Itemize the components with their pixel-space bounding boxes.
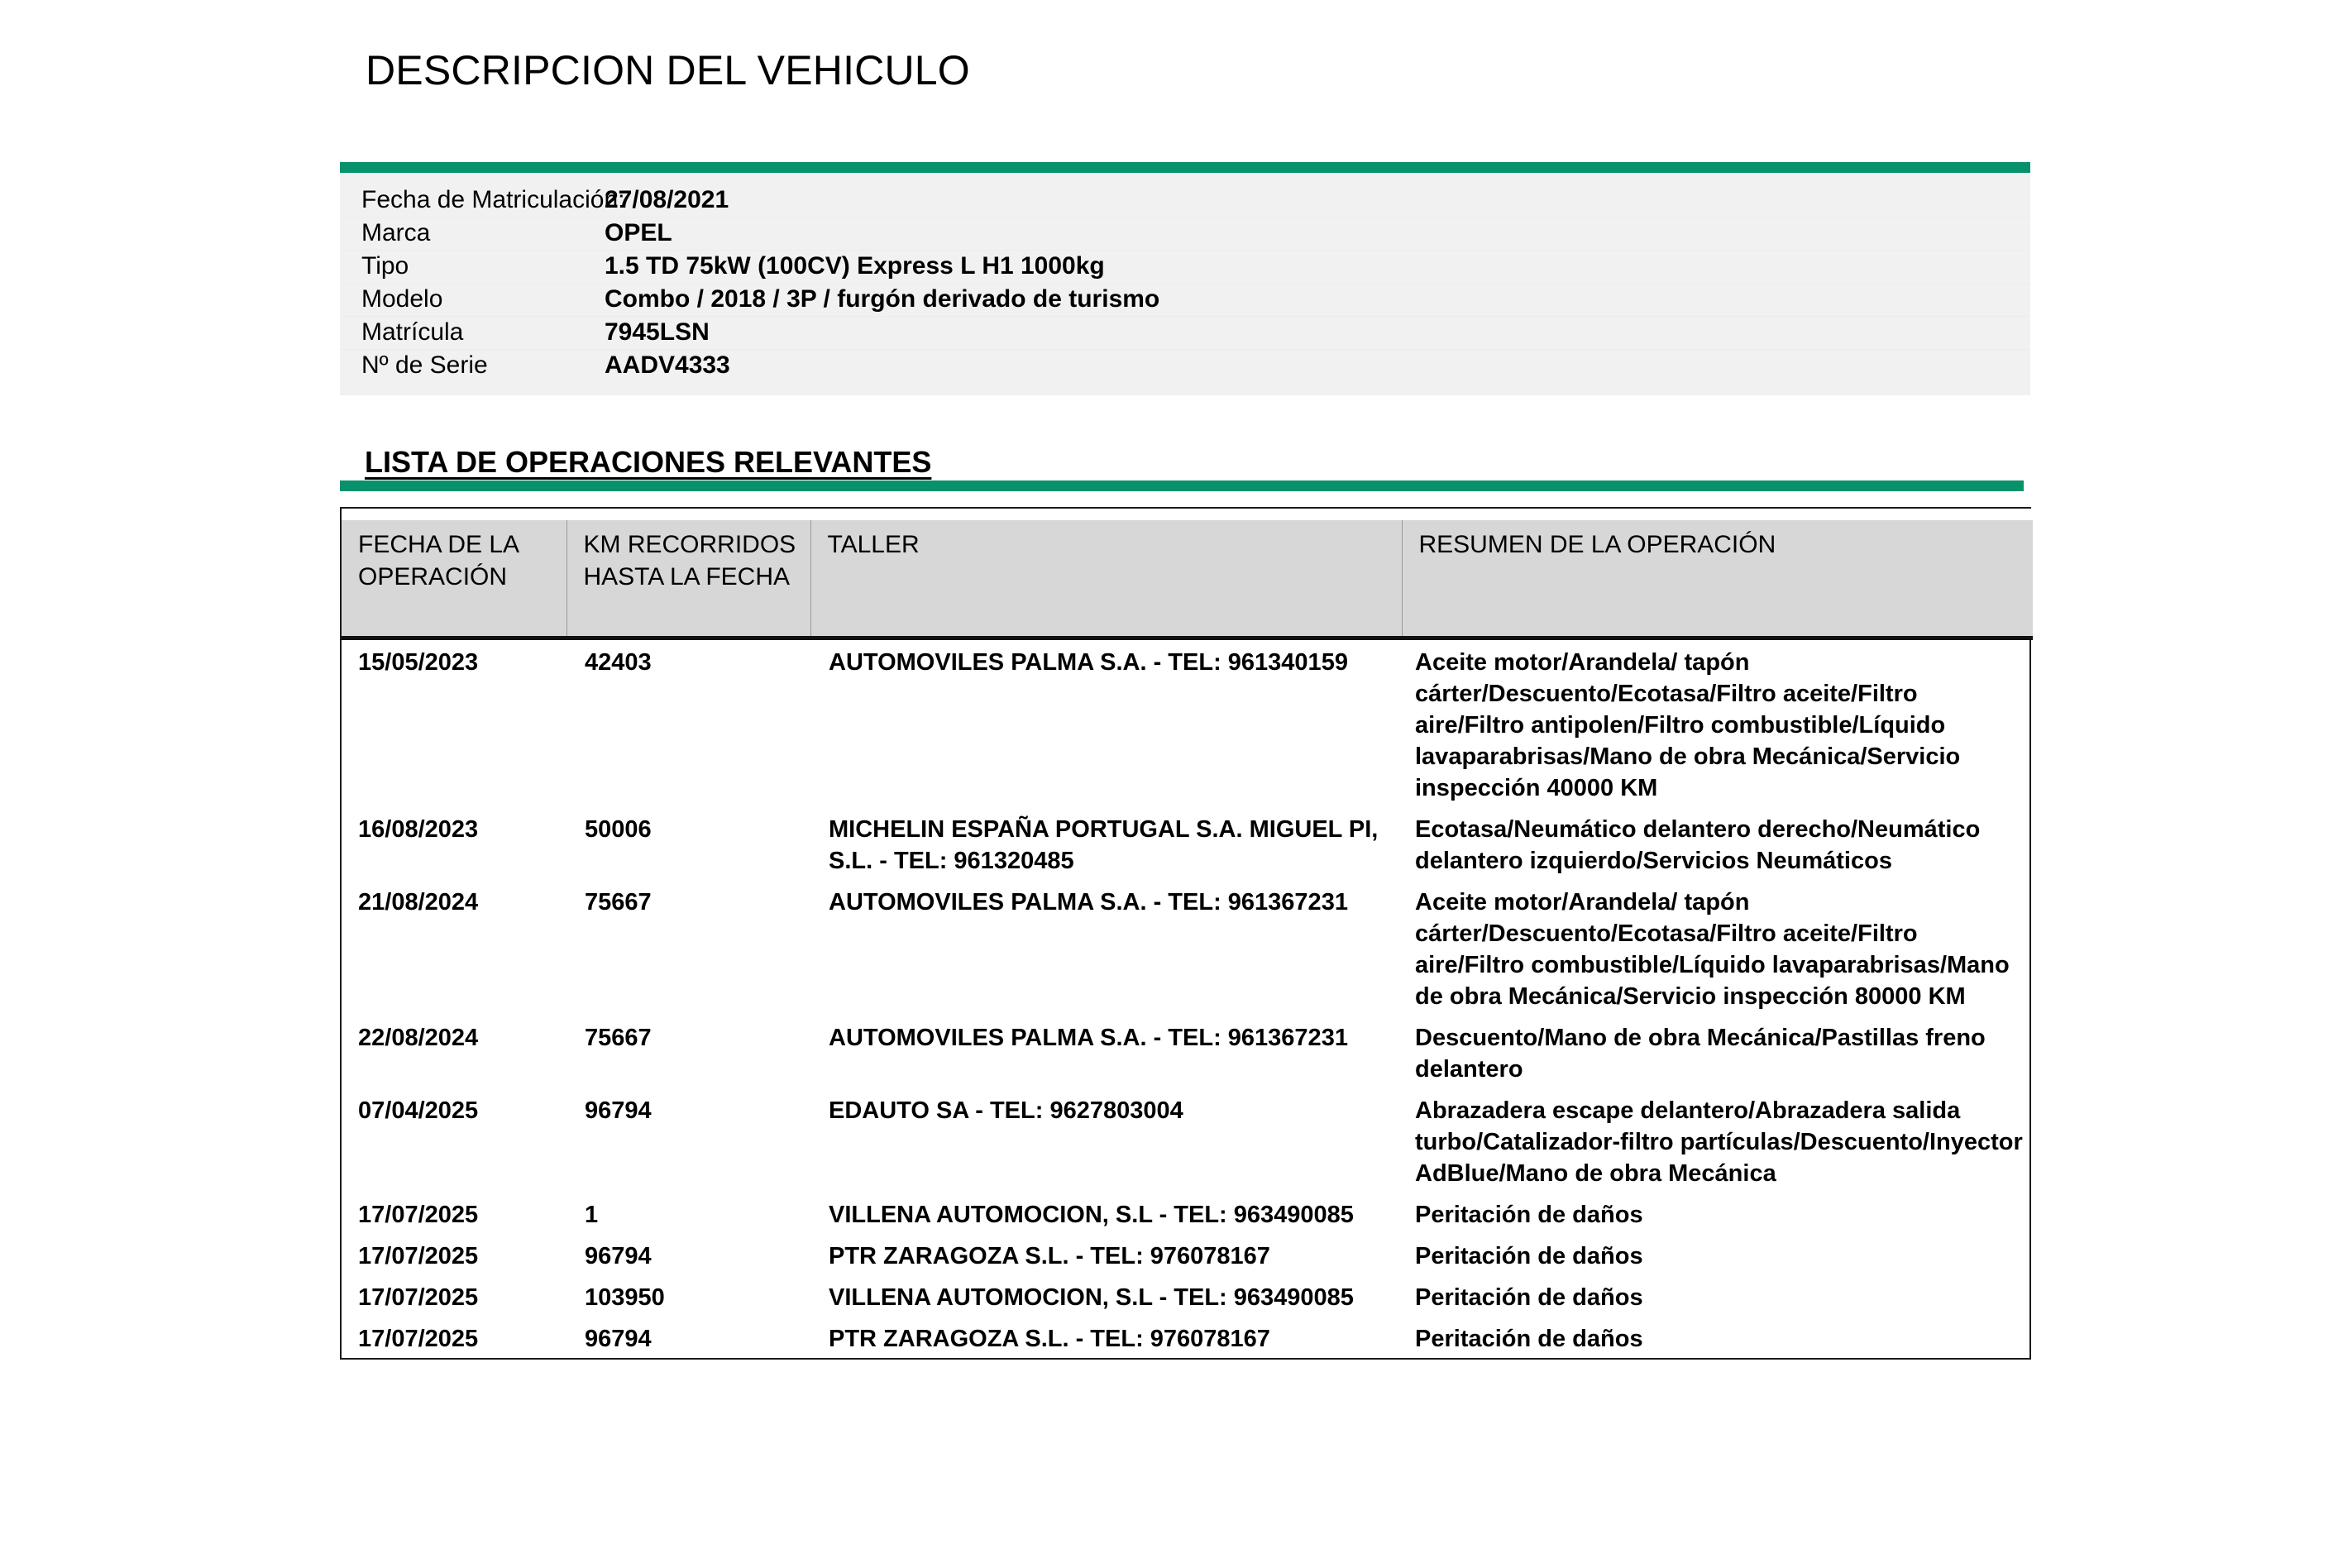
cell-fecha: 17/07/2025 <box>358 1201 479 1228</box>
table-row <box>342 807 2033 880</box>
cell-taller: PTR ZARAGOZA S.L. - TEL: 976078167 <box>829 1325 1270 1352</box>
table-row <box>342 638 2033 807</box>
table-row <box>342 1193 2033 1234</box>
vehicle-field-row <box>340 350 2030 382</box>
cell-km: 50006 <box>585 815 652 843</box>
vehicle-field-row <box>340 218 2030 251</box>
table-row <box>342 1234 2033 1275</box>
accent-bar-vehicle <box>340 162 2030 173</box>
cell-resumen: Peritación de daños <box>1415 1242 1643 1269</box>
vehicle-description-panel <box>340 162 2030 395</box>
cell-km: 103950 <box>585 1284 665 1311</box>
page-title: DESCRIPCION DEL VEHICULO <box>366 46 970 93</box>
vehicle-field-value: 7945LSN <box>605 318 710 346</box>
cell-taller: AUTOMOVILES PALMA S.A. - TEL: 961340159 <box>829 648 1348 676</box>
cell-fecha: 21/08/2024 <box>358 888 479 915</box>
vehicle-field-label: Matrícula <box>361 318 464 346</box>
vehicle-field-label: Nº de Serie <box>361 351 488 379</box>
cell-taller: AUTOMOVILES PALMA S.A. - TEL: 961367231 <box>829 1024 1348 1051</box>
cell-taller: PTR ZARAGOZA S.L. - TEL: 976078167 <box>829 1242 1270 1269</box>
cell-resumen: Peritación de daños <box>1415 1325 1643 1352</box>
spacer-cell <box>1402 509 2033 520</box>
cell-fecha: 22/08/2024 <box>358 1024 479 1051</box>
cell-km: 75667 <box>585 888 652 915</box>
operations-table-container <box>340 507 2031 1360</box>
table-header-spacer <box>342 509 2033 520</box>
cell-resumen: Ecotasa/Neumático delantero derecho/Neumático delantero izquierdo/Servicios Neumáticos <box>1415 815 1981 874</box>
vehicle-field-value: 27/08/2021 <box>605 186 729 213</box>
cell-taller: AUTOMOVILES PALMA S.A. - TEL: 961367231 <box>829 888 1348 915</box>
spacer-cell <box>810 509 1402 520</box>
vehicle-field-value: Combo / 2018 / 3P / furgón derivado de turismo <box>605 285 1160 313</box>
cell-resumen: Aceite motor/Arandela/ tapón cárter/Descuento/Ecotasa/Filtro aceite/Filtro aire/Filtro antipolen/Filtro combustible/Líquido lavaparabrisas/Mano de obra Mecánica/Servicio inspección 40000 KM <box>1415 648 1961 801</box>
cell-fecha: 07/04/2025 <box>358 1097 479 1124</box>
column-header-km: KM RECORRIDOS HASTA LA FECHA <box>566 520 810 638</box>
vehicle-field-label: Modelo <box>361 285 443 313</box>
cell-resumen: Aceite motor/Arandela/ tapón cárter/Descuento/Ecotasa/Filtro aceite/Filtro aire/Filtro combustible/Líquido lavaparabrisas/Mano de obra Mecánica/Servicio inspección 80000 KM <box>1415 888 2010 1010</box>
table-row <box>342 1275 2033 1317</box>
table-row <box>342 1317 2033 1358</box>
vehicle-field-row <box>340 317 2030 350</box>
vehicle-field-row <box>340 284 2030 317</box>
cell-taller: VILLENA AUTOMOCION, S.L - TEL: 963490085 <box>829 1201 1354 1228</box>
cell-fecha: 17/07/2025 <box>358 1284 479 1311</box>
table-row <box>342 880 2033 1016</box>
column-header-taller: TALLER <box>810 520 1402 638</box>
vehicle-field-list <box>340 173 2030 395</box>
operations-table <box>342 509 2033 1358</box>
spacer-cell <box>342 509 566 520</box>
operations-table-header <box>342 509 2033 638</box>
vehicle-field-label: Fecha de Matriculación: <box>361 186 625 213</box>
table-row <box>342 1088 2033 1193</box>
cell-fecha: 17/07/2025 <box>358 1242 479 1269</box>
operations-table-body <box>342 638 2033 1358</box>
cell-km: 42403 <box>585 648 652 676</box>
vehicle-field-value: 1.5 TD 75kW (100CV) Express L H1 1000kg <box>605 252 1105 280</box>
cell-resumen: Descuento/Mano de obra Mecánica/Pastillas freno delantero <box>1415 1024 1986 1083</box>
cell-km: 1 <box>585 1201 599 1228</box>
cell-fecha: 16/08/2023 <box>358 815 479 843</box>
cell-resumen: Peritación de daños <box>1415 1284 1643 1311</box>
cell-km: 96794 <box>585 1242 652 1269</box>
operations-section-heading: LISTA DE OPERACIONES RELEVANTES <box>365 444 932 479</box>
cell-fecha: 17/07/2025 <box>358 1325 479 1352</box>
table-header-row <box>342 520 2033 638</box>
vehicle-field-label: Tipo <box>361 252 409 280</box>
cell-resumen: Abrazadera escape delantero/Abrazadera salida turbo/Catalizador-filtro partículas/Descuento/Inyector AdBlue/Mano de obra Mecánica <box>1415 1097 2023 1187</box>
column-header-fecha: FECHA DE LA OPERACIÓN <box>342 520 566 638</box>
vehicle-field-label: Marca <box>361 219 431 246</box>
cell-km: 96794 <box>585 1097 652 1124</box>
table-row <box>342 1016 2033 1088</box>
vehicle-field-row <box>340 251 2030 284</box>
column-header-resumen: RESUMEN DE LA OPERACIÓN <box>1402 520 2033 638</box>
cell-taller: VILLENA AUTOMOCION, S.L - TEL: 963490085 <box>829 1284 1354 1311</box>
vehicle-field-value: OPEL <box>605 219 672 246</box>
cell-km: 96794 <box>585 1325 652 1352</box>
cell-fecha: 15/05/2023 <box>358 648 479 676</box>
vehicle-field-row <box>340 184 2030 218</box>
accent-bar-operations <box>340 480 2024 491</box>
vehicle-field-value: AADV4333 <box>605 351 730 379</box>
cell-taller: EDAUTO SA - TEL: 9627803004 <box>829 1097 1183 1124</box>
cell-resumen: Peritación de daños <box>1415 1201 1643 1228</box>
cell-km: 75667 <box>585 1024 652 1051</box>
cell-taller: MICHELIN ESPAÑA PORTUGAL S.A. MIGUEL PI, S.L. - TEL: 961320485 <box>829 815 1379 874</box>
spacer-cell <box>566 509 810 520</box>
